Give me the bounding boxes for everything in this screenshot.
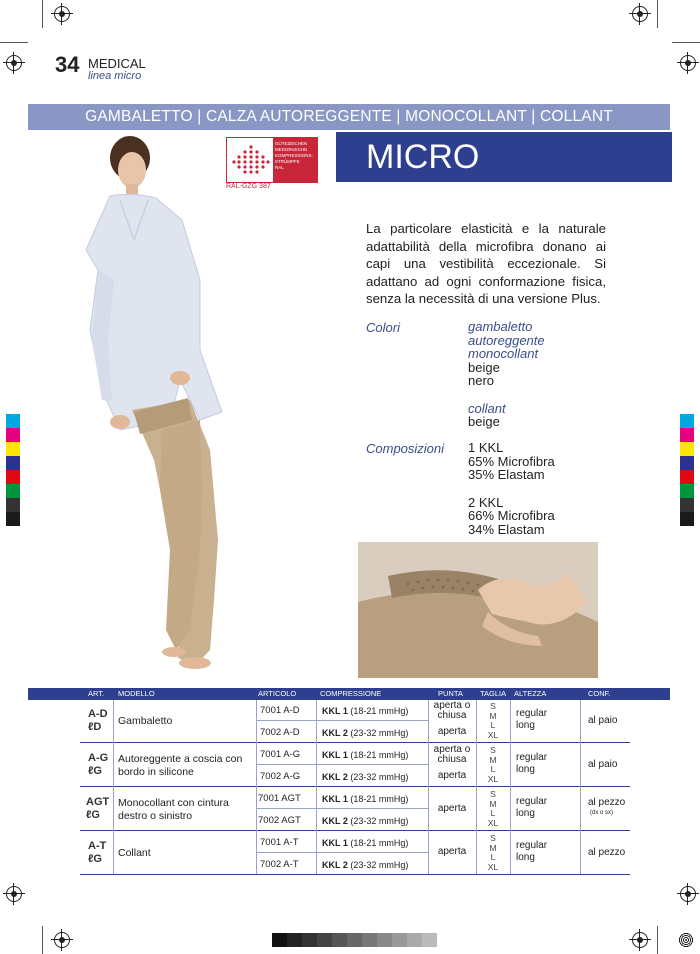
registration-mark-icon: [632, 932, 648, 948]
row-punta: aperta: [437, 726, 467, 737]
col-header-compressione: COMPRESSIONE: [320, 689, 382, 698]
row-compression: KKL 2 (23-32 mmHg): [322, 728, 409, 738]
row-model: Autoreggente a coscia con bordo in silicone: [118, 753, 243, 778]
registration-mark-icon: [680, 886, 696, 902]
registration-mark-icon: [6, 886, 22, 902]
section-title: MEDICAL: [88, 56, 146, 71]
row-article: 7001 A-G: [260, 749, 301, 760]
product-photo-detail: [358, 542, 598, 678]
row-compression: KKL 2 (23-32 mmHg): [322, 816, 409, 826]
crop-mark: [42, 0, 43, 28]
row-taglia: S M L XL: [487, 701, 499, 740]
row-compression: KKL 1 (18-21 mmHg): [322, 794, 409, 804]
product-title: MICRO: [366, 138, 480, 176]
quality-seal-text: GÜTEZEICHEN MEDIZINISCHE KOMPRESSIONS- STRÜMPFE RAL: [273, 138, 317, 182]
registration-mark-icon: [54, 6, 70, 22]
composizioni-label: Composizioni: [366, 441, 445, 456]
row-article: 7002 A-T: [260, 859, 299, 870]
col-header-art: ART.: [88, 689, 105, 698]
col-header-modello: MODELLO: [118, 689, 155, 698]
row-punta: aperta o chiusa: [433, 700, 471, 721]
grayscale-calibration-bar: [272, 933, 437, 947]
row-taglia: S M L XL: [487, 745, 499, 784]
color-control-strip-left: [6, 414, 20, 526]
row-article: 7002 A-G: [260, 771, 301, 782]
row-article: 7002 A-D: [260, 727, 300, 738]
table-col-divider: [580, 700, 581, 874]
table-col-divider: [428, 700, 429, 874]
col-header-altezza: ALTEZZA: [514, 689, 547, 698]
row-punta: aperta: [437, 803, 467, 814]
table-row-divider: [80, 874, 630, 875]
row-article: 7001 AGT: [258, 793, 301, 804]
row-altezza: regular long: [516, 752, 548, 775]
composizioni-values: 1 KKL 65% Microfibra 35% Elastam 2 KKL 66% Microfibra 34% Elastam: [468, 440, 555, 537]
quality-seal-code: RAL-GZG 387: [226, 183, 271, 190]
row-altezza: regular long: [516, 796, 548, 819]
row-article: 7001 A-T: [260, 837, 299, 848]
row-conf: al pezzo: [588, 797, 626, 808]
row-article: 7002 AGT: [258, 815, 301, 826]
quality-seal-logo: [226, 137, 318, 183]
row-punta: aperta: [437, 770, 467, 781]
col-header-conf: CONF.: [588, 689, 611, 698]
colori-values: gambaletto autoreggente monocollant beige nero collant beige: [468, 319, 545, 429]
colori-label: Colori: [366, 320, 400, 335]
row-code: AGT ℓG: [86, 796, 110, 821]
registration-mark-icon: [6, 55, 22, 71]
table-subrow-divider: [256, 764, 428, 765]
table-subrow-divider: [256, 852, 428, 853]
row-punta: aperta o chiusa: [433, 744, 471, 765]
table-row-divider: [80, 742, 630, 743]
table-row-divider: [80, 786, 630, 787]
table-subrow-divider: [256, 808, 428, 809]
row-code: A-T ℓG: [88, 840, 107, 865]
row-conf-note: (dx o sx): [590, 810, 614, 816]
row-model: Gambaletto: [118, 715, 173, 727]
crop-mark: [0, 42, 28, 43]
table-subrow-divider: [256, 720, 428, 721]
table-header: [28, 688, 670, 700]
crop-mark: [42, 926, 43, 954]
row-altezza: regular long: [516, 708, 548, 731]
registration-mark-icon: [54, 932, 70, 948]
crop-mark: [657, 0, 658, 28]
target-mark-icon: [678, 932, 694, 948]
row-altezza: regular long: [516, 840, 548, 863]
table-col-divider: [113, 700, 114, 874]
row-taglia: S M L XL: [487, 833, 499, 872]
row-conf: al pezzo: [588, 847, 626, 858]
crop-mark: [672, 42, 700, 43]
row-conf: al paio: [588, 759, 618, 770]
row-model: Monocollant con cintura destro o sinistro: [118, 797, 229, 822]
col-header-punta: PUNTA: [438, 689, 463, 698]
row-compression: KKL 1 (18-21 mmHg): [322, 838, 409, 848]
row-code: A-D ℓD: [88, 708, 108, 733]
row-punta: aperta: [437, 846, 467, 857]
col-header-taglia: TAGLIA: [480, 689, 507, 698]
row-compression: KKL 1 (18-21 mmHg): [322, 750, 409, 760]
row-compression: KKL 2 (23-32 mmHg): [322, 772, 409, 782]
table-row-divider: [80, 830, 630, 831]
table-col-divider: [476, 700, 477, 874]
category-bar: GAMBALETTO | CALZA AUTOREGGENTE | MONOCOLLANT | COLLANT: [28, 104, 670, 130]
product-photo-woman: [50, 130, 315, 680]
row-taglia: S M L XL: [487, 789, 499, 828]
row-code: A-G ℓG: [88, 752, 109, 777]
color-control-strip-right: [680, 414, 694, 526]
crop-mark: [657, 926, 658, 954]
page-number: 34: [55, 52, 80, 77]
col-header-articolo: ARTICOLO: [258, 689, 297, 698]
row-article: 7001 A-D: [260, 705, 300, 716]
product-description: La particolare elasticità e la naturale adattabilità della microfibra donano ai capi una vestibilità eccezionale. Si adattano ad ogni conformazione fisica, senza la necessità di una versione Plus.: [366, 221, 606, 306]
row-model: Collant: [118, 847, 151, 859]
row-compression: KKL 2 (23-32 mmHg): [322, 860, 409, 870]
table-col-divider: [256, 700, 257, 874]
row-compression: KKL 1 (18-21 mmHg): [322, 706, 409, 716]
table-col-divider: [316, 700, 317, 874]
table-col-divider: [510, 700, 511, 874]
registration-mark-icon: [680, 55, 696, 71]
subsection-title: linea micro: [88, 70, 142, 82]
row-conf: al paio: [588, 715, 618, 726]
registration-mark-icon: [632, 6, 648, 22]
